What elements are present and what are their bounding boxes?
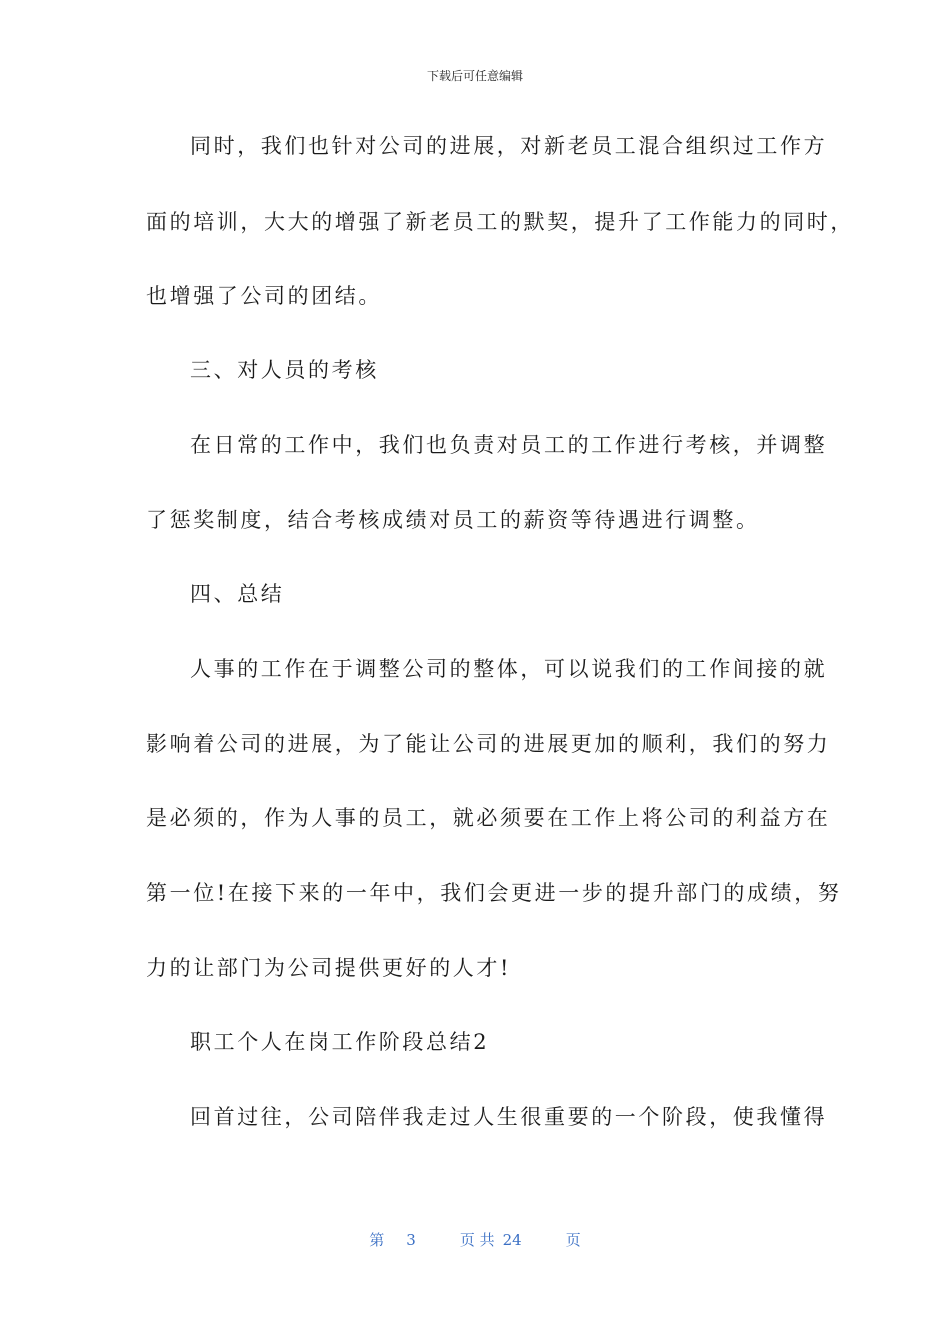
paragraph-line: 同时，我们也针对公司的进展，对新老员工混合组织过工作方 xyxy=(190,134,828,158)
section-heading: 四、总结 xyxy=(190,582,285,606)
paragraph-line: 了惩奖制度，结合考核成绩对员工的薪资等待遇进行调整。 xyxy=(146,508,760,532)
paragraph-line: 影响着公司的进展，为了能让公司的进展更加的顺利，我们的努力 xyxy=(146,732,831,756)
paragraph-line: 力的让部门为公司提供更好的人才! xyxy=(146,956,512,980)
paragraph-line: 第一位!在接下来的一年中，我们会更进一步的提升部门的成绩，努 xyxy=(146,881,842,905)
footer-prefix: 第 xyxy=(369,1231,385,1249)
total-page-count: 24 xyxy=(502,1231,522,1249)
current-page-number: 3 xyxy=(406,1231,416,1249)
footer-suffix: 页 xyxy=(565,1231,581,1249)
page-footer xyxy=(0,1229,950,1250)
footer-middle: 页 共 xyxy=(459,1231,495,1249)
paragraph-line: 在日常的工作中，我们也负责对员工的工作进行考核，并调整 xyxy=(190,433,828,457)
paragraph-line: 也增强了公司的团结。 xyxy=(146,284,382,308)
paragraph-line: 是必须的，作为人事的员工，就必须要在工作上将公司的利益方在 xyxy=(146,806,831,830)
paragraph-line: 人事的工作在于调整公司的整体，可以说我们的工作间接的就 xyxy=(190,657,828,681)
paragraph-line: 面的培训，大大的增强了新老员工的默契，提升了工作能力的同时， xyxy=(146,210,854,234)
page-header: 下载后可任意编辑 xyxy=(426,69,523,83)
paragraph-line: 回首过往，公司陪伴我走过人生很重要的一个阶段，使我懂得 xyxy=(190,1105,828,1129)
section-heading: 三、对人员的考核 xyxy=(190,358,379,382)
document-subtitle: 职工个人在岗工作阶段总结2 xyxy=(190,1030,490,1054)
